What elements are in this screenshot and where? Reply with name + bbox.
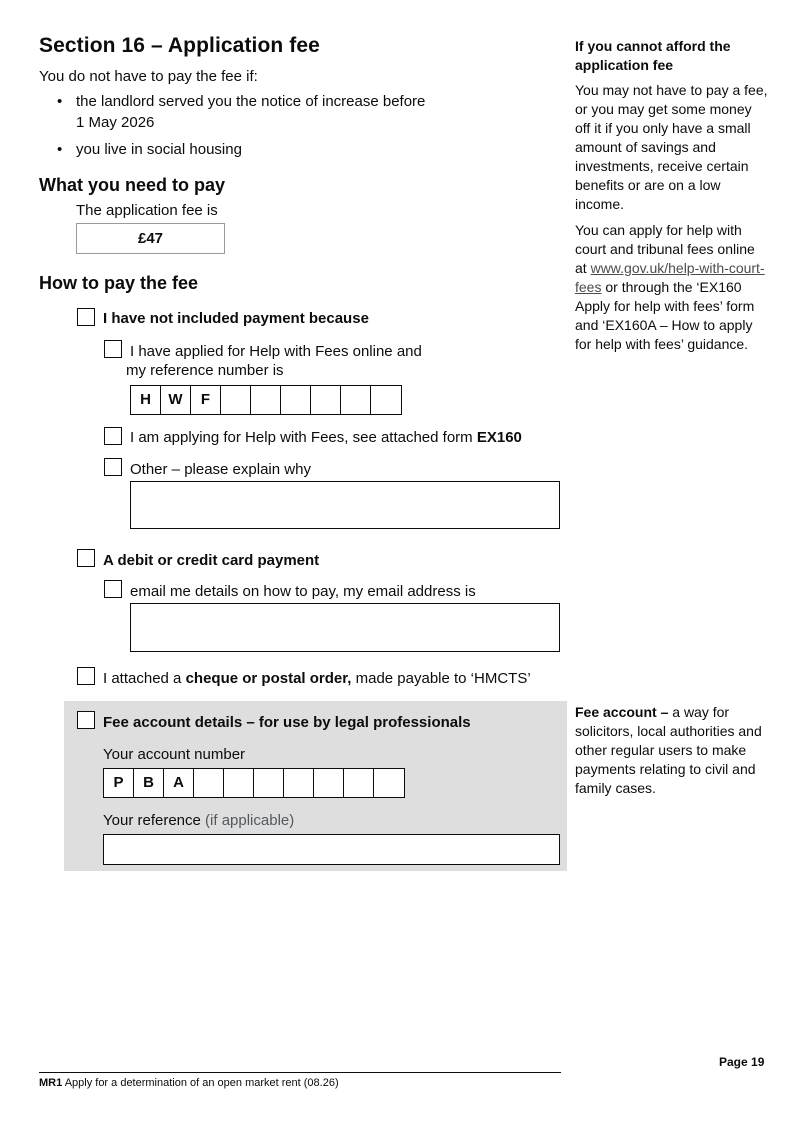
footer-divider	[39, 1072, 561, 1073]
pba-entry-cell[interactable]	[254, 769, 284, 797]
hwf-entry-cell[interactable]	[281, 386, 311, 414]
not-included-checkbox[interactable]	[77, 308, 95, 326]
bullet-dot: •	[57, 141, 63, 158]
bullet-2-text: you live in social housing	[76, 141, 242, 158]
pba-entry-cell[interactable]	[374, 769, 404, 797]
email-address-field[interactable]	[130, 603, 560, 652]
fee-account-note-bold: Fee account –	[575, 704, 669, 720]
cheque-pre: I attached a	[103, 670, 186, 687]
hwf-entry-cell[interactable]	[341, 386, 371, 414]
ex160-form-code: EX160	[476, 429, 522, 446]
hwf-online-checkbox[interactable]	[104, 340, 122, 358]
pba-entry-cell[interactable]	[194, 769, 224, 797]
bullet-1-line-b: 1 May 2026	[76, 114, 155, 131]
pba-prefix-cell: B	[134, 769, 164, 797]
pba-entry-cell[interactable]	[314, 769, 344, 797]
what-to-pay-heading: What you need to pay	[39, 175, 226, 195]
no-fee-bullet-1	[57, 91, 476, 133]
cheque-bold: cheque or postal order,	[185, 670, 352, 687]
cheque-checkbox[interactable]	[77, 667, 95, 685]
fee-account-label: Fee account details – for use by legal professionals	[103, 714, 471, 731]
how-to-pay-heading: How to pay the fee	[39, 273, 199, 293]
fee-account-checkbox[interactable]	[77, 711, 95, 729]
fee-amount-box: £47	[76, 223, 225, 254]
hwf-entry-cell[interactable]	[371, 386, 401, 414]
pba-entry-cell[interactable]	[224, 769, 254, 797]
fee-account-sidebar	[575, 703, 770, 805]
ex160-text: I am applying for Help with Fees, see attached form	[130, 429, 477, 446]
hwf-entry-cell[interactable]	[251, 386, 281, 414]
footer-form-title: Apply for a determination of an open market rent (08.26)	[64, 1077, 339, 1089]
hwf-entry-cell[interactable]	[311, 386, 341, 414]
hwf-prefix-cell: H	[131, 386, 161, 414]
bullet-1-line-a: the landlord served you the notice of increase before	[76, 93, 426, 110]
fee-account-note	[575, 703, 770, 798]
card-payment-label: A debit or credit card payment	[103, 552, 320, 569]
hwf-reference-field[interactable]	[130, 385, 402, 415]
hwf-prefix-cell: W	[161, 386, 191, 414]
page-number: Page 19	[719, 1055, 765, 1069]
afford-p2-pre: You can apply for help with court and tribunal fees online at	[575, 222, 755, 276]
no-fee-intro: You do not have to pay the fee if:	[39, 68, 258, 85]
bullet-dot: •	[57, 93, 63, 110]
hwf-entry-cell[interactable]	[221, 386, 251, 414]
ex160-checkbox[interactable]	[104, 427, 122, 445]
reference-label-text: Your reference	[103, 812, 201, 829]
afford-heading: If you cannot afford the application fee	[575, 38, 731, 73]
fee-account-note-text: a way for solicitors, local authorities and other regular users to make payments relating to civil and family cases.	[575, 704, 762, 796]
reference-hint: (if applicable)	[205, 812, 295, 829]
pba-prefix-cell: A	[164, 769, 194, 797]
hwf-online-line2: my reference number is	[126, 362, 284, 379]
footer-form-code: MR1	[39, 1077, 63, 1089]
fee-label: The application fee is	[76, 202, 218, 219]
card-payment-checkbox[interactable]	[77, 549, 95, 567]
email-details-checkbox[interactable]	[104, 580, 122, 598]
cheque-post: made payable to ‘HMCTS’	[351, 670, 531, 687]
cheque-label	[103, 668, 531, 689]
pba-entry-cell[interactable]	[344, 769, 374, 797]
reference-label	[103, 810, 294, 831]
reference-field[interactable]	[103, 834, 560, 865]
account-number-label: Your account number	[103, 746, 246, 763]
help-with-fees-link[interactable]: www.gov.uk/help-with-court-fees	[575, 260, 765, 295]
other-explain-field[interactable]	[130, 481, 560, 529]
hwf-prefix-cell: F	[191, 386, 221, 414]
no-fee-bullet-2	[57, 139, 242, 160]
section-title: Section 16 – Application fee	[39, 34, 320, 57]
afford-p2-post: or through the ‘EX160 Apply for help with fees’ form and ‘EX160A – How to apply for help with fees’ guidance.	[575, 279, 755, 352]
pba-entry-cell[interactable]	[284, 769, 314, 797]
other-checkbox[interactable]	[104, 458, 122, 476]
hwf-online-line1: I have applied for Help with Fees online and	[130, 343, 422, 360]
afford-sidebar	[575, 37, 770, 361]
not-included-label: I have not included payment because	[103, 310, 369, 327]
pba-account-field[interactable]	[103, 768, 405, 798]
ex160-label	[130, 427, 522, 448]
footer-form-line	[39, 1077, 339, 1089]
pba-prefix-cell: P	[104, 769, 134, 797]
afford-paragraph-1: You may not have to pay a fee, or you may get some money off it if you only have a small amount of savings and investments, receive certain benefits or are on a low income.	[575, 82, 768, 212]
email-details-label: email me details on how to pay, my email address is	[130, 583, 476, 600]
afford-paragraph-2	[575, 221, 770, 354]
other-label: Other – please explain why	[130, 461, 311, 478]
